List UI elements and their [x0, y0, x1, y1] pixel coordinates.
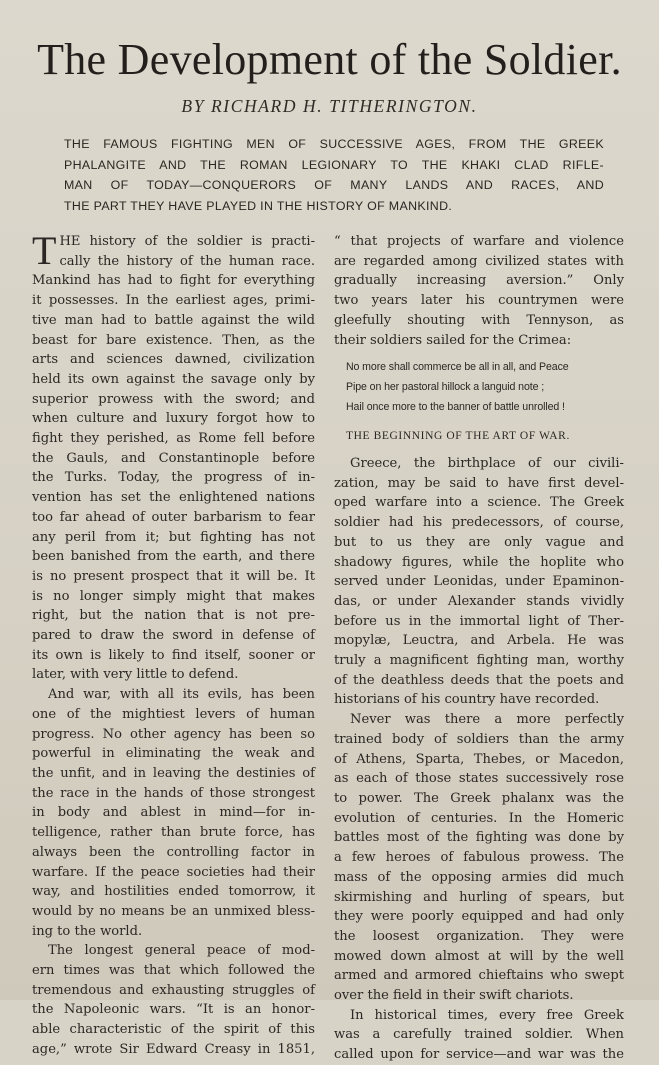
- article-title: The Development of the Soldier.: [37, 35, 622, 84]
- text-line: held its own against the savage only by: [32, 371, 315, 387]
- text-line: gleefully shouting with Tennyson, as: [334, 312, 624, 328]
- text-line: warfare. If the peace societies had their: [32, 864, 315, 880]
- text-line: two years later his countrymen were: [334, 293, 624, 309]
- text-line: zation, may be said to have first devel-: [334, 475, 624, 491]
- text-line: of the deathless deeds that the poets and: [334, 672, 624, 688]
- text-line: tremendous and exhausting struggles of: [32, 982, 315, 998]
- text-line: fight they perished, as Rome fell before: [32, 431, 315, 447]
- text-line: skirmishing and hurling of spears, but: [334, 889, 624, 905]
- text-line: always been the controlling factor in: [32, 844, 315, 860]
- text-line: served under Leonidas, under Epaminon-: [334, 574, 624, 590]
- text-line: as each of those states successively rose: [334, 771, 624, 787]
- text-line: age,” wrote Sir Edward Creasy in 1851,: [32, 1041, 315, 1057]
- text-line: before us in the immortal light of Ther-: [334, 613, 624, 629]
- text-line: battles most of the fighting was done by: [334, 830, 624, 846]
- poem-quote: [334, 358, 624, 417]
- text-line: tive man had to battle against the wild: [32, 312, 315, 328]
- section-heading: THE BEGINNING OF THE ART OF WAR.: [346, 430, 570, 443]
- text-line: Mankind has had to fight for everything: [32, 273, 315, 289]
- text-line: would by no means be an unmixed bless-: [32, 903, 315, 919]
- subtitle-line: THE FAMOUS FIGHTING MEN OF SUCCESSIVE AGES, FROM THE GREEK: [64, 137, 604, 151]
- text-line: truly a magnificent fighting man, worthy: [334, 653, 624, 669]
- text-line: Greece, the birthplace of our civili-: [350, 456, 624, 472]
- text-line: The longest general peace of mod-: [48, 943, 315, 959]
- text-line: it possesses. In the earliest ages, primi-: [32, 293, 315, 309]
- text-line: is no longer simply might that makes: [32, 588, 315, 604]
- text-line: of Athens, Sparta, Thebes, or Macedon,: [334, 751, 624, 767]
- text-line: their soldiers sailed for the Crimea:: [334, 332, 572, 348]
- poem-line: Pipe on her pastoral hillock a languid note ;: [346, 380, 545, 393]
- poem-line: Hail once more to the banner of battle unrolled !: [346, 400, 565, 413]
- text-line: pared to draw the sword in defense of: [32, 628, 315, 644]
- text-line: ing to the world.: [32, 923, 143, 939]
- text-line: das, or under Alexander stands vividly: [334, 593, 624, 609]
- text-line: the loosest organization. They were: [334, 928, 624, 944]
- text-line: to power. The Greek phalanx was the: [334, 790, 624, 806]
- text-line: been banished from the earth, and there: [32, 549, 315, 565]
- text-line: armed and armored chieftains who swept: [334, 968, 624, 984]
- text-line: evolution of centuries. In the Homeric: [334, 810, 624, 826]
- text-line: are regarded among civilized states with: [334, 253, 624, 269]
- text-line: way, and hostilities ended tomorrow, it: [32, 884, 315, 900]
- text-line: arts and sciences dawned, civilization: [32, 352, 315, 368]
- text-line: any peril from it; but fighting has not: [32, 529, 315, 545]
- text-line: powerful in eliminating the weak and: [32, 746, 315, 762]
- text-line: “ that projects of warfare and violence: [334, 234, 624, 249]
- text-line: progress. No other agency has been so: [32, 726, 315, 742]
- text-line: HE history of the soldier is practi-: [59, 234, 315, 249]
- text-line: mopylæ, Leuctra, and Arbela. He was: [334, 633, 624, 649]
- text-line: gradually increasing aversion.” Only: [334, 273, 624, 289]
- drop-cap-letter: T: [32, 228, 57, 273]
- subtitle-line: PHALANGITE AND THE ROMAN LEGIONARY TO THE KHAKI CLAD RIFLE-: [64, 157, 604, 172]
- text-line: over the field in their swift chariots.: [334, 988, 574, 1004]
- text-line: the Gauls, and Constantinople before: [32, 450, 315, 466]
- text-line: mass of the opposing armies did much: [334, 869, 624, 885]
- text-line: superior prowess with the sword; and: [32, 391, 315, 407]
- text-line: they were poorly equipped and had only: [334, 909, 624, 925]
- text-line: was a carefully trained soldier. When: [334, 1027, 624, 1043]
- text-line: And war, with all its evils, has been: [48, 687, 315, 703]
- poem-line: No more shall commerce be all in all, and Peace: [346, 361, 569, 374]
- text-line: Never was there a more perfectly: [350, 712, 624, 728]
- text-line: telligence, rather than brute force, has: [32, 825, 315, 841]
- text-line: in body and ablest in mind—for in-: [32, 805, 315, 821]
- subtitle-line: THE PART THEY HAVE PLAYED IN THE HISTORY OF MANKIND.: [64, 198, 453, 213]
- text-line: shadowy figures, while the hoplite who: [334, 554, 624, 570]
- article-byline: BY RICHARD H. TITHERINGTON.: [181, 96, 478, 116]
- text-line: oped warfare into a science. The Greek: [334, 495, 624, 511]
- right-text-column: [334, 232, 624, 1065]
- text-line: one of the mightiest levers of human: [32, 706, 315, 722]
- text-line: beast for bare existence. Then, as the: [32, 332, 315, 348]
- left-text-column: [32, 228, 315, 1060]
- text-line: the Napoleonic wars. “It is an honor-: [32, 1002, 315, 1018]
- text-line: the race in the hands of those strongest: [32, 785, 315, 801]
- article-subtitle: [64, 134, 604, 216]
- text-line: able characteristic of the spirit of this: [32, 1022, 315, 1038]
- text-line: ern times was that which followed the: [32, 963, 315, 979]
- text-line: soldier had his predecessors, of course,: [334, 515, 624, 531]
- text-line: mowed down almost at will by the well: [334, 948, 624, 964]
- text-line: vention has set the enlightened nations: [32, 490, 315, 506]
- text-line: later, with very little to defend.: [32, 667, 239, 683]
- text-line: a few heroes of fabulous prowess. The: [334, 850, 624, 866]
- text-line: called upon for service—and war was the: [334, 1047, 624, 1063]
- text-line: historians of his country have recorded.: [334, 692, 600, 708]
- text-line: its own is likely to find itself, sooner or: [32, 647, 315, 663]
- text-line: right, but the nation that is not pre-: [32, 608, 315, 624]
- text-line: the Turks. Today, the progress of in-: [32, 470, 315, 486]
- text-line: In historical times, every free Greek: [350, 1007, 624, 1023]
- text-line: when culture and luxury forgot how to: [32, 411, 315, 427]
- text-line: is no present prospect that it will be. It: [32, 568, 315, 584]
- text-line: the unfit, and in leaving the destinies of: [32, 765, 315, 781]
- subtitle-line: MAN OF TODAY—CONQUERORS OF MANY LANDS AND RACES, AND: [64, 178, 604, 192]
- text-line: but to us they are only vague and: [334, 534, 624, 550]
- text-line: cally the history of the human race.: [59, 253, 315, 269]
- text-line: too far ahead of outer barbarism to fear: [32, 509, 315, 525]
- text-line: trained body of soldiers than the army: [334, 731, 624, 747]
